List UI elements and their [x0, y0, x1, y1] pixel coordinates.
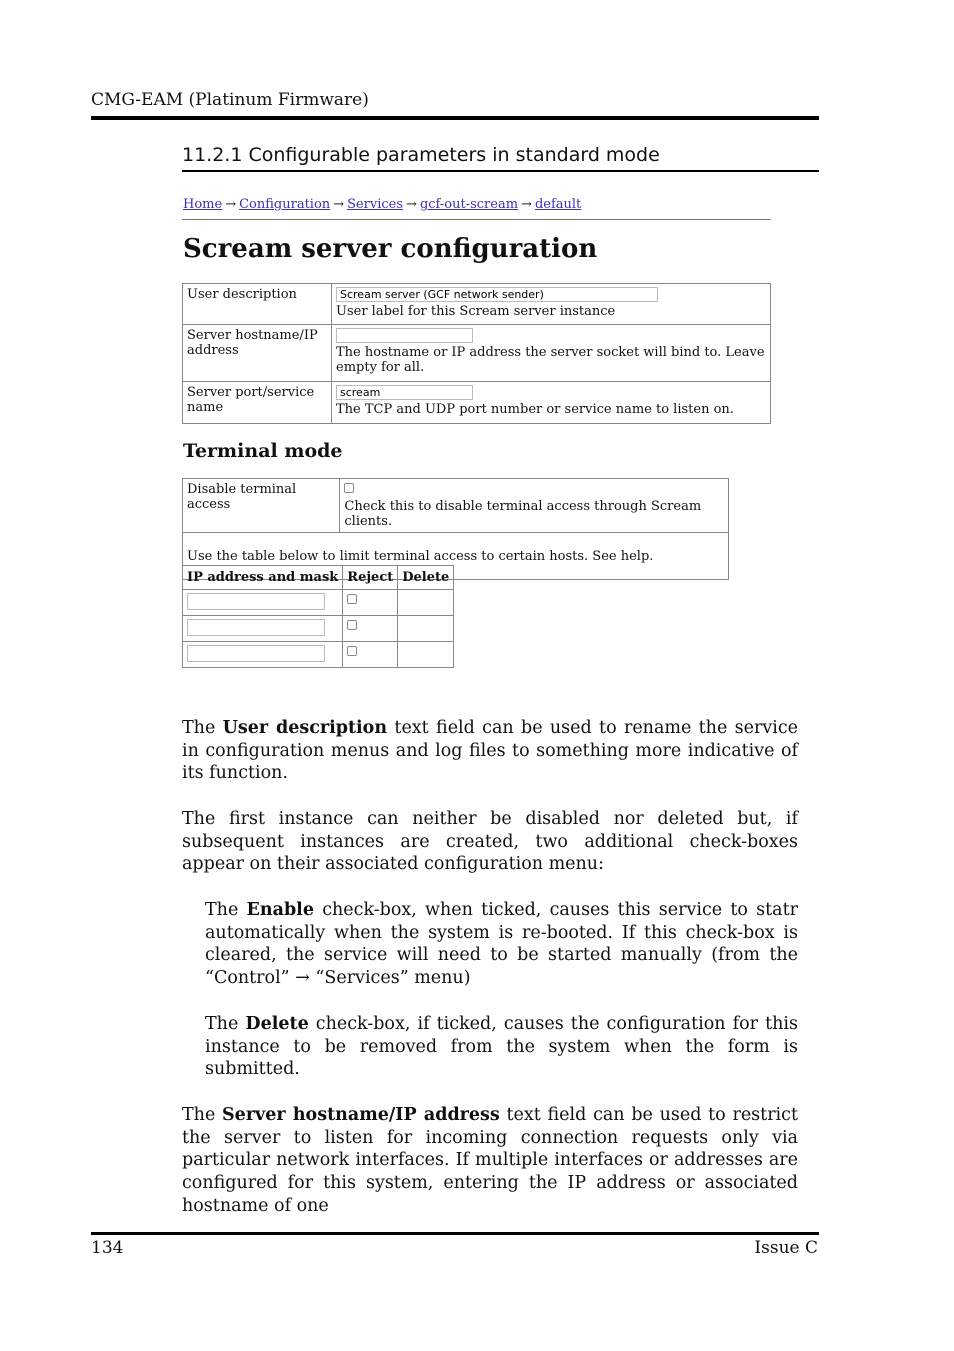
text: The: [182, 718, 223, 738]
section-title: 11.2.1 Configurable parameters in standard mode: [182, 144, 660, 166]
breadcrumb-separator: →: [333, 197, 345, 212]
ip-table-row: [183, 642, 454, 668]
port-input[interactable]: [336, 385, 473, 400]
section-rule: [182, 170, 819, 172]
ip-address-cell: [183, 642, 343, 668]
page-number: 134: [91, 1238, 124, 1258]
text: check-box, when ticked, causes this service to statr automatically when the system is re-booted. If this check-box is cleared, the service will need to be started manually (from the “Control” → “Services” menu): [205, 900, 798, 989]
reject-checkbox[interactable]: [347, 646, 357, 656]
breadcrumb: [183, 197, 581, 212]
disable-terminal-help: Check this to disable terminal access through Scream clients.: [344, 499, 702, 529]
user-description-input[interactable]: [336, 287, 658, 302]
config-row-port: [183, 382, 771, 424]
paragraph-enable: [205, 899, 798, 990]
text: The: [205, 900, 247, 920]
page-heading: Scream server configuration: [183, 234, 598, 264]
text: text field can be used to restrict the server to listen for incoming connection requests only via particular network interfaces. If multiple interfaces or addresses are configured for this system, entering the IP address or associated hostname of one: [182, 1105, 798, 1216]
ip-address-cell: [183, 616, 343, 642]
terminal-mode-heading: Terminal mode: [183, 440, 343, 462]
ip-access-table: [182, 565, 454, 668]
bold-term: Server hostname/IP address: [222, 1105, 500, 1125]
ip-address-input[interactable]: [187, 593, 325, 610]
breadcrumb-instance-link[interactable]: default: [534, 197, 582, 212]
port-help: The TCP and UDP port number or service name to listen on.: [336, 402, 734, 417]
config-row-hostname: [183, 325, 771, 382]
hostname-input[interactable]: [336, 328, 473, 343]
disable-terminal-cell: [340, 479, 729, 533]
reject-checkbox[interactable]: [347, 594, 357, 604]
config-table: [182, 283, 771, 424]
reject-cell: [343, 616, 398, 642]
terminal-row-disable: [183, 479, 729, 533]
ip-address-cell: [183, 590, 343, 616]
paragraph-user-description: [182, 717, 798, 785]
breadcrumb-configuration-link[interactable]: Configuration: [239, 197, 331, 212]
bold-term: User description: [222, 718, 388, 738]
ip-table-row: [183, 590, 454, 616]
paragraph-delete: [205, 1013, 798, 1081]
breadcrumb-separator: →: [225, 197, 237, 212]
ip-table-row: [183, 616, 454, 642]
ip-table-header-row: [183, 566, 454, 590]
config-row-user-description: [183, 284, 771, 325]
delete-cell: [398, 642, 454, 668]
running-header: CMG-EAM (Platinum Firmware): [91, 90, 369, 110]
delete-cell: [398, 616, 454, 642]
bold-term: Enable: [246, 900, 314, 920]
hostname-help: The hostname or IP address the server socket will bind to. Leave empty for all.: [336, 345, 765, 375]
footer-rule: [91, 1232, 819, 1235]
issue-label: Issue C: [754, 1238, 818, 1258]
text: The: [182, 1105, 223, 1125]
user-description-label: User description: [183, 284, 332, 325]
reject-checkbox[interactable]: [347, 620, 357, 630]
disable-terminal-checkbox[interactable]: [344, 483, 354, 493]
ip-address-header: IP address and mask: [183, 566, 343, 590]
breadcrumb-service-link[interactable]: gcf-out-scream: [419, 197, 519, 212]
hostname-label: Server hostname/IP address: [183, 325, 332, 382]
disable-terminal-label: Disable terminal access: [183, 479, 340, 533]
breadcrumb-separator: →: [521, 197, 532, 212]
header-rule: [91, 116, 819, 120]
text: The: [205, 1014, 246, 1034]
user-description-help: User label for this Scream server instance: [336, 304, 616, 319]
hostname-cell: [332, 325, 771, 382]
text: text field can be used to rename the service in configuration menus and log files to something more indicative of its function.: [182, 718, 798, 784]
ip-address-input[interactable]: [187, 619, 325, 636]
reject-header: Reject: [343, 566, 398, 590]
port-cell: [332, 382, 771, 424]
delete-cell: [398, 590, 454, 616]
reject-cell: [343, 642, 398, 668]
text: check-box, if ticked, causes the configuration for this instance to be removed from the system when the form is submitted.: [205, 1014, 798, 1080]
reject-cell: [343, 590, 398, 616]
bold-term: Delete: [245, 1014, 309, 1034]
port-label: Server port/service name: [183, 382, 332, 424]
paragraph-instances: The first instance can neither be disabled nor deleted but, if subsequent instances are created, two additional check-boxes appear on their associated configuration menu:: [182, 809, 798, 875]
user-description-cell: [332, 284, 771, 325]
breadcrumb-rule: [182, 219, 771, 220]
delete-header: Delete: [398, 566, 454, 590]
breadcrumb-services-link[interactable]: Services: [347, 197, 404, 212]
breadcrumb-home-link[interactable]: Home: [183, 197, 223, 212]
ip-address-input[interactable]: [187, 645, 325, 662]
breadcrumb-separator: →: [406, 197, 417, 212]
terminal-note: Use the table below to limit terminal access to certain hosts. See help.: [183, 533, 729, 580]
paragraph-hostname: [182, 1104, 798, 1218]
